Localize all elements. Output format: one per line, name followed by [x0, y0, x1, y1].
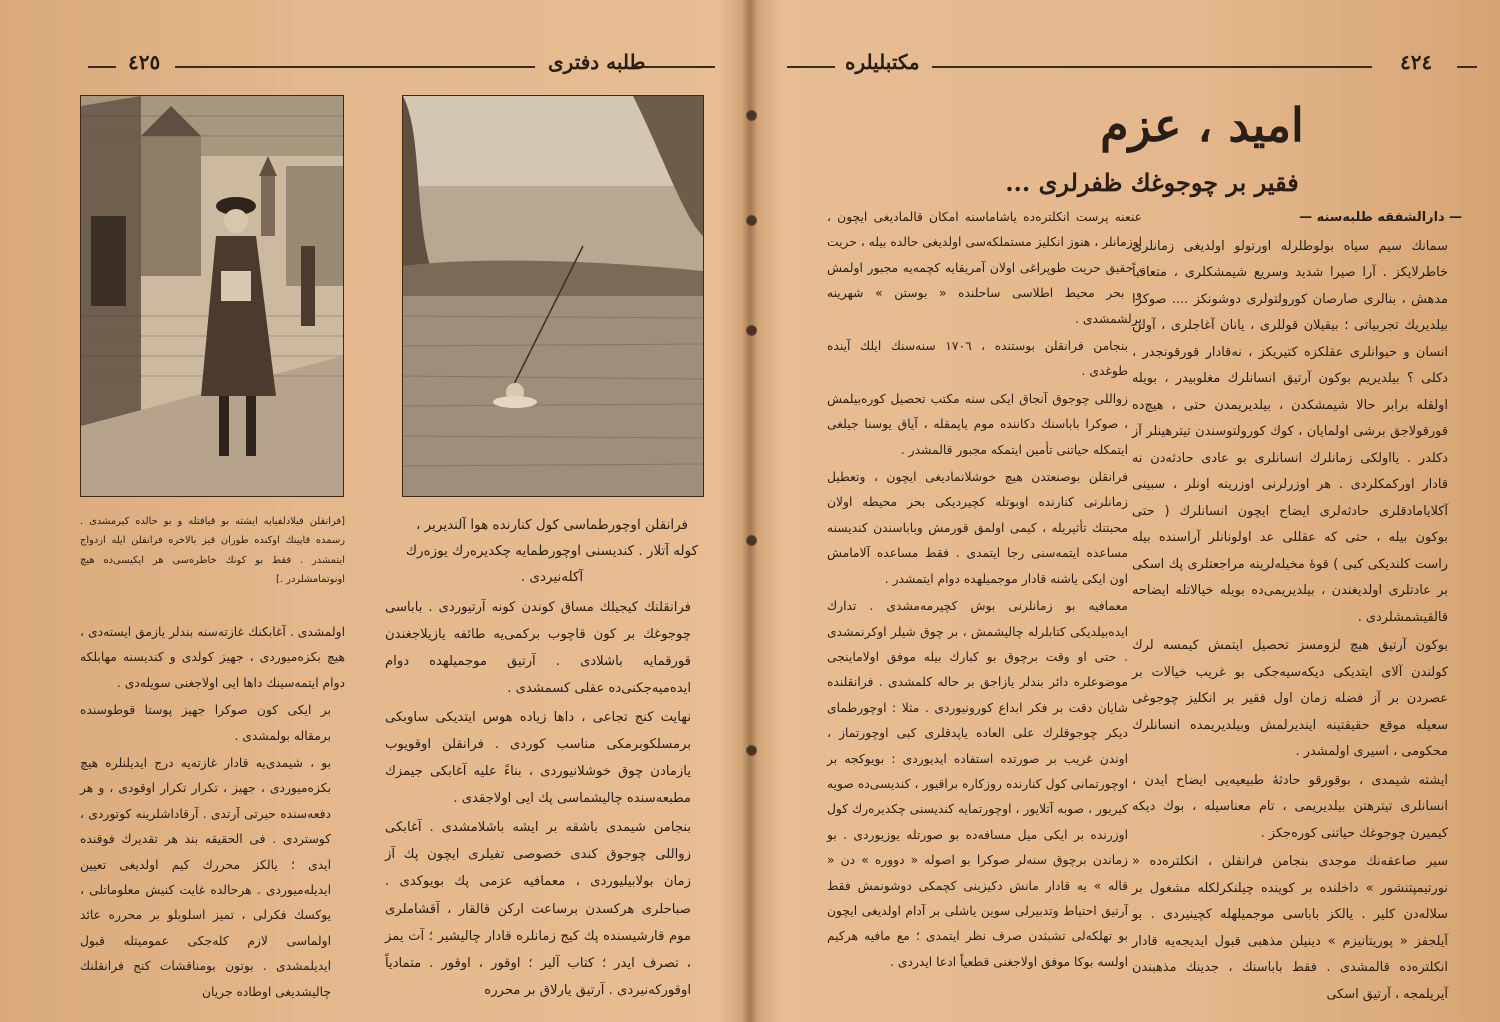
paragraph: بنجامن شیمدی باشقه بر ایشه باشلامشدی . آغابکی زواللی چوجوق کندی خصوصی تفیلری ایچون پك آز زمان بولابیلیوردی ، معمافیه عزمی پك بویوکدی . صباحلری هرکسدن برساعت ارکن قالقار ، آقشاملری موم قارشیسنده پك کیج زمانلره قادار چالیشیر ؛ آت یمز ، تصرف ایدر ؛ کتاب آلیر ؛ اوقور ، اوقور . متمادیاً اوقورکه‌نیردی . آرتیق یارلاق بر محرره [385, 820, 691, 998]
running-head: طلبه دفتری [548, 50, 646, 74]
page-number: ٤٢٤ [1400, 50, 1433, 74]
illustration-franklin-street [80, 95, 344, 497]
paragraph: فرانقلن بوصنعتدن هیچ خوشلانمادیغی ایچون ، وتعطیل زمانلرنی کنارنده اوبوتله کچیردیکی بحر محیطه اولان محبتنك تأثیریله ، کیمی اولمق قورمش وباباسندن کندیسنه مساعده ایتمه‌سنی رجا ایتمدی . فقط مساعده آلامامش اون ایکی یاشنه قادار موجمیلهده دوام ایتمشدر . [827, 470, 1128, 586]
article-title: امید ، عزم [1100, 98, 1304, 152]
header-rule [932, 66, 1372, 68]
page-number: ٤٢٥ [128, 50, 161, 74]
paragraph: بو ، شیمدی‌یه قادار غازته‌یه درج ایدیلنلره هیچ بکزه‌میوردی ، جهیز ، تکرار تکرار اوقودی ، و هر دفعه‌سنده حیرتی آرتدی . آرقاداشلرینه کوتوردی ، کوستردی . فی الحقیقه بند هر تقدیرك فوقنده ایدی ؛ یالکز محررك کیم اولدیغی تعیین ایدیله‌میوردی . هرحالده غایت کنیش معلوماتلی ، یوکسك فکرلی ، تمیز اسلوبلو بر محرره عائد اولماسی لازم کله‌جکی عمومیتله قبول ایدیلمشدی . بوتون بومناقشات کنج فرانقلنك چالیشدیغی اوطاده جریان [80, 756, 331, 999]
paragraph: سمانك سیم سیاه بولوطلرله اورتولو اولدیغی زمانلری خاطرلایکز . آرا صیرا شدید وسریع شیمشکلری ، متعاقباً مدهش ، بنالری صارصان کورولتولری دوشونکز .... صوکرا بیلدیریك تجربیاتی ؛ بیقیلان قوللری ، یانان آغاجلری ، آولن انسان و حیوانلری عقلکزه کتیریکز ، نه‌قادار قورقونجدر ، دکلی ؟ بیلدیریم بوکون آرتیق انسانلرك مغلوبیدر ، بویله اولقله برابر حالا شیمشکدن ، بیلدیریمدن حتی ، هیچ‌ده قورقولاجق برشی اولمایان ، کوك کورولتوسندن تیترهینلر آز دکلدر . یااولکی زمانلرك انسانلری بو عادی حادثه‌دن نه قادار اورکمکلردی . هر اوزرلرنی اوزرینه اونلر ، سبینی آکلایامادقلری حادثه‌لری ایضاح ایچون انسانلرك ( حتی بوکون بیله ، حتی که عقللی عد اولونانلر آراسنده بیله راست کلندیکی کبی ) قوهٔ مخیله‌لرینه مراجعتلری پك اسکی بر عادتلری اولدیغندن ، بیلدیریمی‌ده بویله خیالاتله ایضاحه قالقیشمشلردی . [1132, 238, 1448, 625]
paragraph: ایشته شیمدی ، بوقورقو حادثهٔ طبیعیه‌یی ایضاح ایدن ، انسانلری تیترهتن بیلدیریمی ، تام معناسیله ، بوك دیکه کیمیرن چوجوغك حیاتنی کوره‌جکز . [1132, 772, 1448, 841]
header-rule [175, 66, 535, 68]
byline: — دارالشفقه طلبه‌سنه — [1299, 210, 1462, 225]
text-column [385, 594, 705, 1006]
paragraph: زواللی چوجوق آنجاق ایکی سنه مکتب تحصیل کوره‌بیلمش ، صوکرا باباسنك دکاننده موم یاپمقله ، آیاق یوسنا جیلغی ایتمکله حیاتنی تأمین ایتمکه مجبور قالمشدر . [827, 391, 1128, 457]
paragraph: سیر صاعقه‌نك موجدی بنجامن فرانقلن ، انکلتره‌ده « نورتیمپتنشور » داخلنده بر کوینده چیلنکرلکله مشغول بر سلاله‌دن کلیر . یالکز باباسی موجمیلهله کچینیردی . بو آیلجفز « پوریتانیزم » دینیلن مذهبی قبول ایدیجه‌یه قادار انکلتره‌ده قالمشدی . فقط باباسنك ، جدینك مذهبندن آیریلمجه ، آرتیق اسکی [1132, 854, 1448, 1002]
header-rule [787, 66, 835, 68]
right-page-header [752, 46, 1500, 86]
paragraph: فرانقلنك کیجیلك مساق کوندن کونه آرتیوردی . باباسی چوجوغك بر کون قاچوب برکمی‌یه طائفه یازیلاجغندن قورقمایه باشلادی . آرتیق موجمیلهده دوام ایده‌میه‌جکنی‌ده عقلی کسمشدی . [385, 600, 691, 697]
paragraph: نهایت کنج تجاعی ، داها زیاده هوس ایتدیکی ساوبکی برمسلکوبرمکی مناسب کوردی . فرانقلن اوقویوب یازمادن چوق خوشلانیوردی ، بناءً علیه آغابکی جیمزك مطبعه‌سنده چالیشماسی پك ایی اولاجقدی . [385, 710, 691, 807]
paragraph: بنجامن فرانقلن بوستنده ، ١٧٠٦ سنه‌سنك ایلك آینده طوغدی . [827, 339, 1129, 379]
illustration-kite-swimmer [402, 95, 704, 497]
header-rule [88, 66, 116, 68]
header-rule [1457, 66, 1477, 68]
left-page-header [0, 46, 748, 86]
article-subtitle: فقیر بر چوجوغك ظفرلری ... [1005, 168, 1299, 197]
text-column [827, 205, 1142, 977]
paragraph: معمافیه بو زمانلرنی بوش کچیرمه‌مشدی . تدارك ایده‌بیلدیکی کتابلرله چالیشمش ، بر چوق شیلر اوکرنمشدی . حتی او وقت برچوق بو کبارك بیله موفق اولاماینجی موضوعلره دائر بندلر یازاجق بر حاله کلمشدی . فرانقلنده شایان دقت بر فکر ابداع کورونیوردی . مثلا : اوچورطمای دیکر چوجوقلرك علی العاده یاپدقلری کبی اوچورتماز ، اوندن غریب بر صورتده استفاده ایدیوردی : بویوکجه بر اوچورتمانی کول کنارنده روزکاره براقیور ، کندیسی‌ده صویه کیریور ، صوبه آتلایور ، اوچورتمایه کندیسنی چکدیره‌رك کول اوزرنده بر ایکی میل مسافه‌ده بو صورتله یوزیوردی . بو زماندن برچوق سنه‌لر صوکرا بو اصوله « دووره » دن « قاله » یه قادار مانش دکیزینی کچمکی دوشونمش فقط آرتیق احتیاط وتدبیرلی سوین یاشلی بر آدام اولدیغی ایچون بو تهلکه‌لی تشبثدن صرف نظر ایتمدی ؛ مع مافیه هرکیم اولسه بوکا موفق اولاجغنی قطعیاً ادعا ایدردی . [827, 599, 1128, 969]
paragraph: اولمشدی . آغابکنك غازته‌سنه بندلر یازمق ایسته‌دی ، هیچ بکزه‌میوردی ، جهیز کولدی و کندیسنه مهابلکه دوام ایتمه‌سینك داها ایی اولاجغنی سویله‌دی . [80, 625, 345, 690]
illustration-caption: فرانقلن اوچورطماسی کول کنارنده هوا آلندیریر ، کوله آتلار . کندیسنی اوچورطمایه چکدیره‌رك یوزه‌رك آکله‌نیردی . [405, 517, 699, 585]
engraving-image [81, 96, 343, 496]
text-column [80, 620, 345, 1007]
right-page [752, 0, 1500, 1022]
illustration-caption: [فرانقلن فیلادلفیایه ایشته بو قیافتله و بو حالده کیرمشدی . رسمده قاپینك اوکنده طوران قیز بالاخره فرانقلن ایله ازدواج ایتمشدر . فقط بو کونك خاطره‌سی هر ایکیسی‌ده هیچ اونوتمامشلردر .] [80, 516, 345, 586]
paragraph: بر ایکی کون صوکرا جهیز پوستا قوطوسنده برمقاله بولمشدی . [80, 703, 331, 743]
paragraph: بوکون آرتیق هیچ لزومسز تحصیل ایتمش کیمسه لرك کولندن آلای ایتدیکی دیکه‌سیه‌جکی بو غریب خیالات بر عصردن بر آز فضله زمان اول فقیر بر انکلیز چوجوغی سعیله موقع حقیقتینه ایندیرلمش وبیلدیریمده انسانلرك محکومی ، اسیری اولمشدر . [1132, 638, 1448, 759]
paragraph: عنعنه پرست انکلتره‌ده یاشاماسنه امکان قالمادیغی ایچون ، اوزمانلر ، هنوز انکلیز مستملکه‌سی اولدیغی حالده بیله ، حریت ، حقیق حریت طوپراغی اولان آمریقایه کچمه‌یه مجبور اولمش و بحر محیط اطلاسی ساحلنده « بوستن » شهرینه یرلشمشدی . [827, 210, 1142, 326]
running-head: مکتبلیلره [845, 50, 920, 74]
left-page [0, 0, 748, 1022]
engraving-image [403, 96, 703, 496]
text-column [1132, 205, 1462, 1010]
